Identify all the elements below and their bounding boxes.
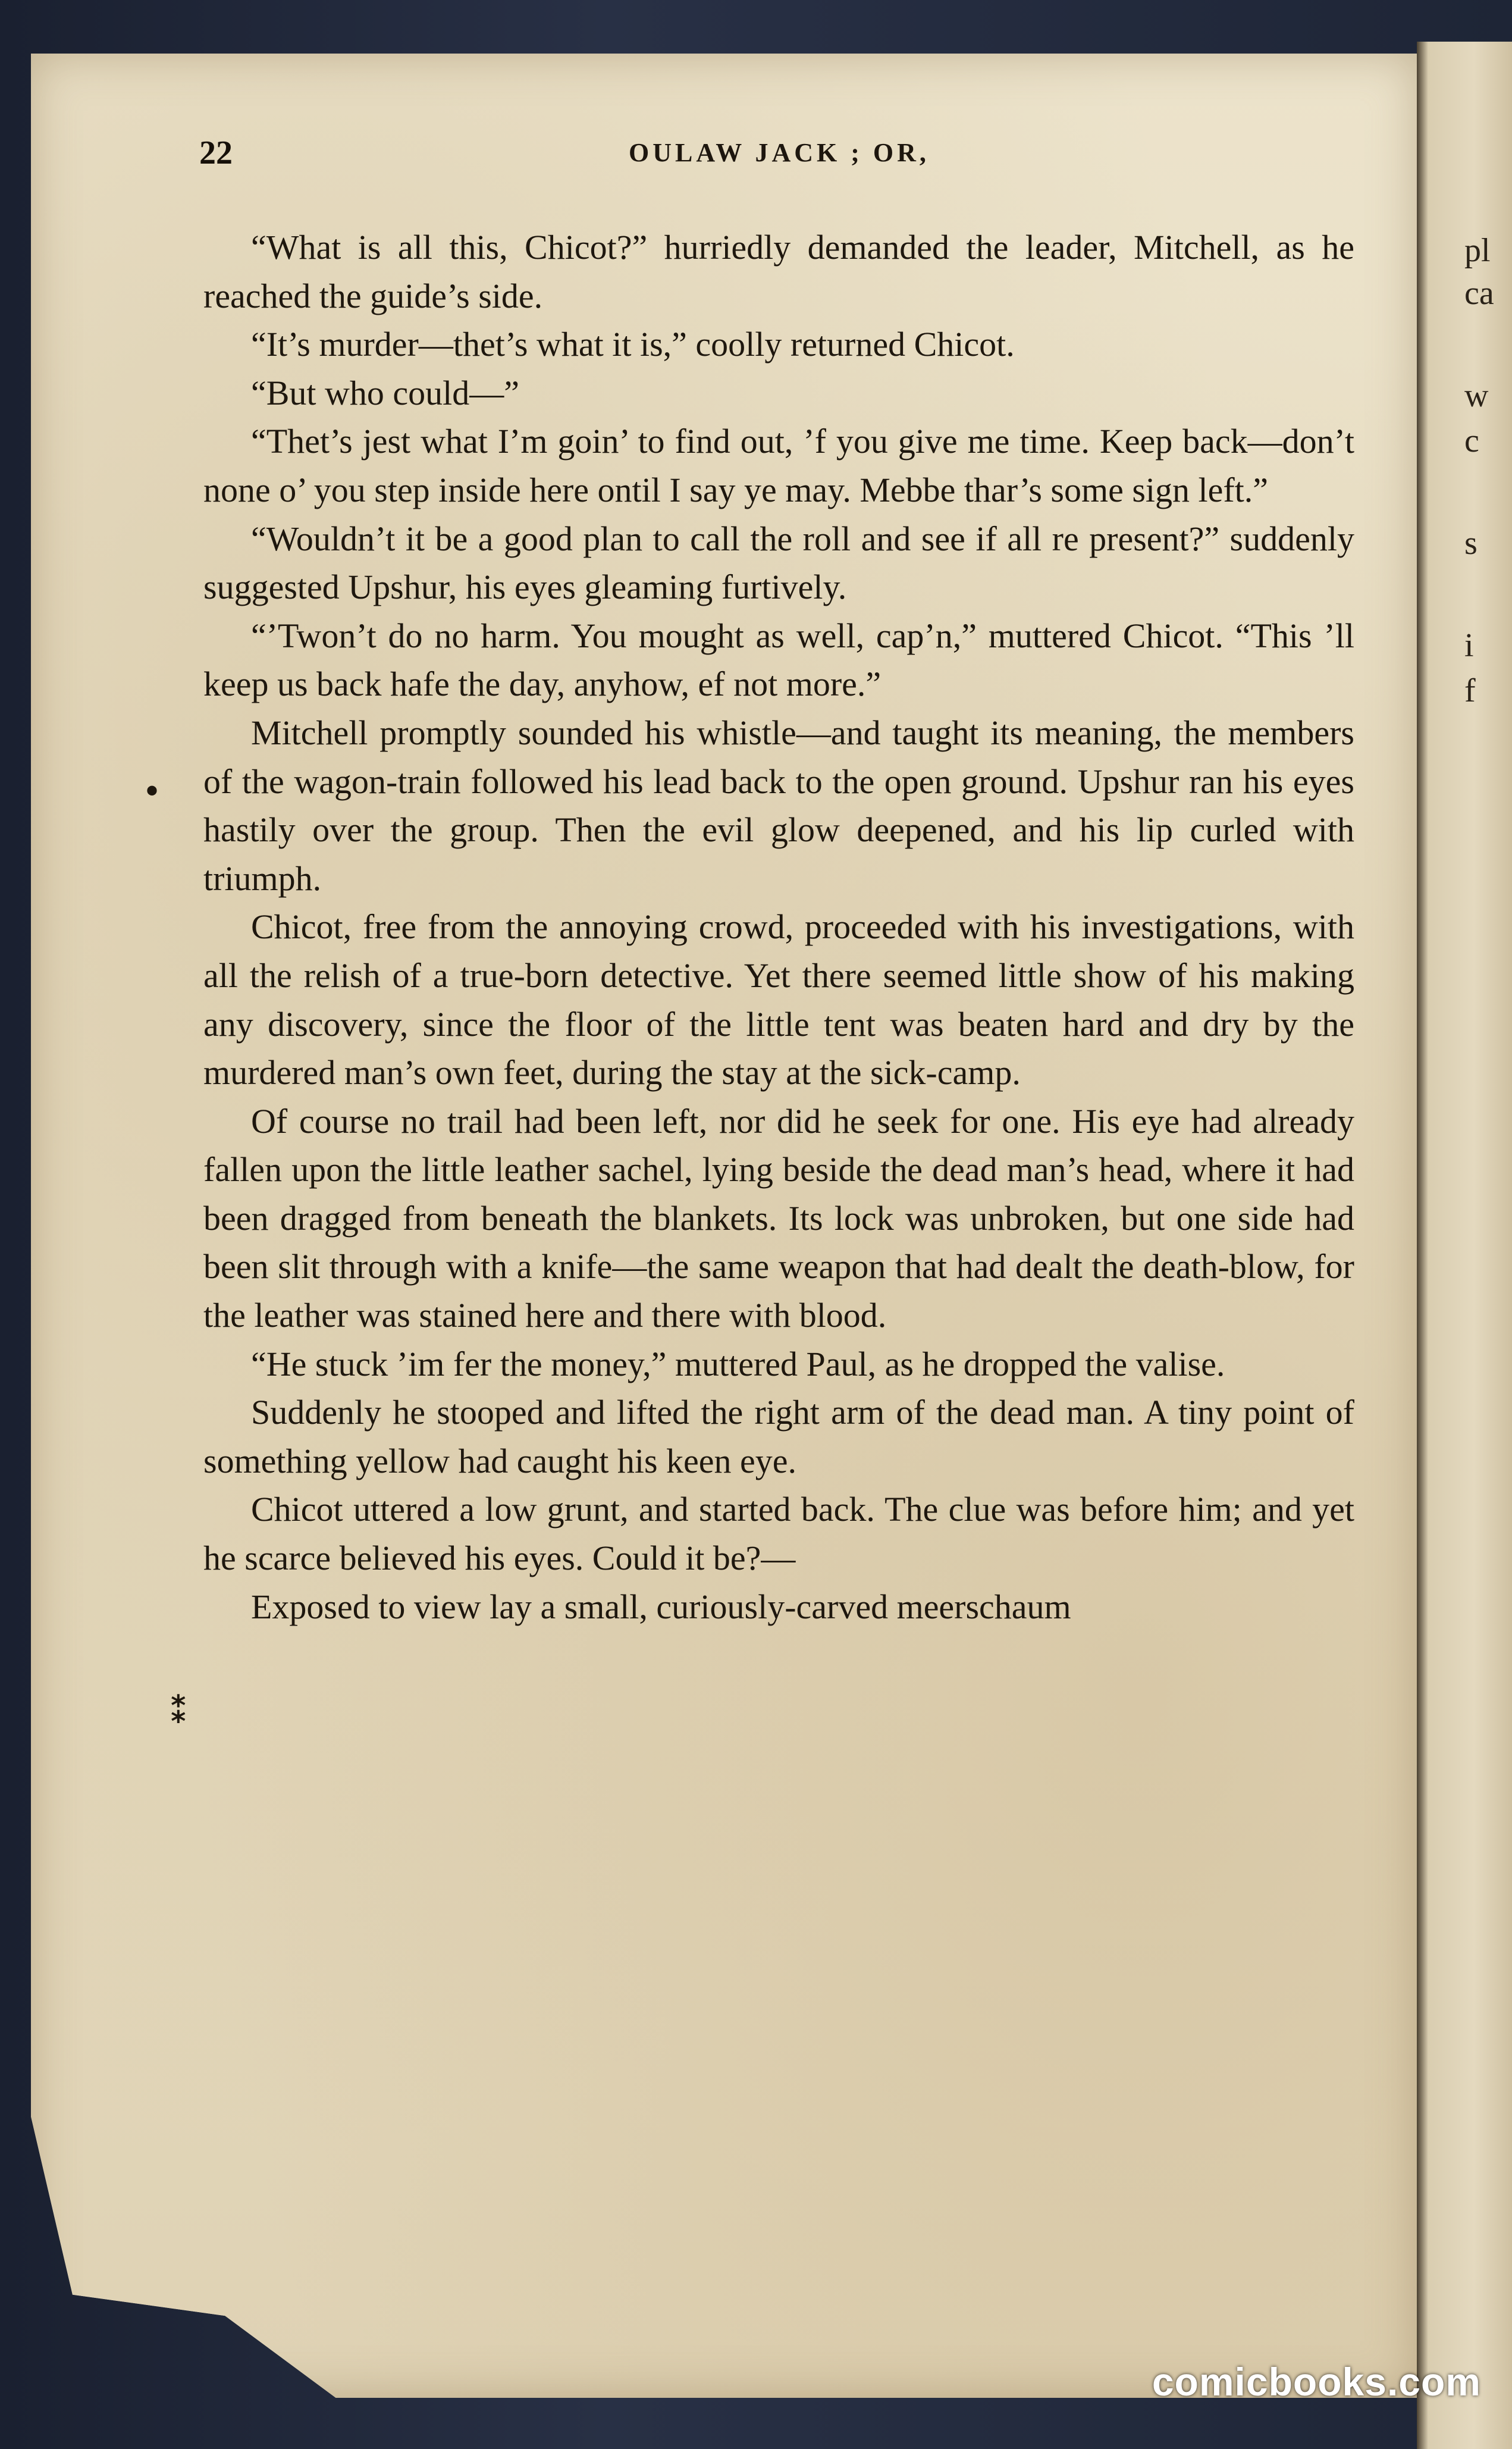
fragment: w: [1464, 377, 1489, 414]
fragment: ca: [1464, 275, 1494, 312]
adjacent-page-fragments: [1464, 226, 1512, 2011]
paragraph: “Wouldn’t it be a good plan to call the roll and see if all re present?” suddenly suggested Upshur, his eyes gleaming furtively.: [203, 519, 1354, 607]
paragraph: “What is all this, Chicot?” hurriedly demanded the leader, Mitchell, as he reached the guide’s side.: [203, 228, 1354, 315]
paragraph: Chicot uttered a low grunt, and started back. The clue was before him; and yet he scarce believed his eyes. Could it be?—: [203, 1490, 1354, 1578]
fragment: s: [1464, 525, 1478, 562]
paragraph: “He stuck ’im fer the money,” muttered Paul, as he dropped the valise.: [251, 1344, 1225, 1383]
page-number: 22: [199, 134, 233, 171]
fragment: i: [1464, 627, 1474, 664]
paragraph: “Thet’s jest what I’m goin’ to find out, ’f you give me time. Keep back—don’t none o’ you step inside here ontil I say ye may. Mebbe thar’s some sign left.”: [203, 422, 1354, 509]
margin-ink-mark: ⁑: [170, 1691, 189, 1730]
fragment: f: [1464, 672, 1476, 709]
fragment: c: [1464, 422, 1479, 459]
paragraph: Mitchell promptly sounded his whistle—and taught its meaning, the members of the wagon-train followed his lead back to the open ground. Upshur ran his eyes hastily over the group. Then the evil glow deepened, and his lip curled with triumph.: [203, 713, 1354, 898]
running-head: OULAW JACK ; OR,: [629, 138, 930, 167]
body-text: [203, 223, 1354, 1631]
paragraph: Suddenly he stooped and lifted the right arm of the dead man. A tiny point of something yellow had caught his keen eye.: [203, 1393, 1354, 1480]
paragraph: Of course no trail had been left, nor did he seek for one. His eye had already fallen upon the little leather sachel, lying beside the dead man’s head, where it had been dragged from beneath the blankets. Its lock was unbroken, but one side had been slit through with a knife—the same weapon that had dealt the death-blow, for the leather was stained here and there with blood.: [203, 1101, 1354, 1335]
fragment: pl: [1464, 232, 1491, 269]
paragraph: Exposed to view lay a small, curiously-carved meerschaum: [251, 1587, 1071, 1626]
watermark: comicbooks.com: [1152, 2360, 1481, 2404]
margin-dot-mark: •: [146, 771, 159, 810]
paragraph: “It’s murder—thet’s what it is,” coolly returned Chicot.: [251, 325, 1015, 364]
paragraph: “But who could—”: [251, 373, 520, 412]
page-header: [199, 134, 1359, 176]
paragraph: Chicot, free from the annoying crowd, proceeded with his investigations, with all the relish of a true-born detective. Yet there seemed little show of his making any discovery, since the floor of the little tent was beaten hard and dry by the murdered man’s own feet, during the stay at the sick-camp.: [203, 907, 1354, 1092]
paragraph: “’Twon’t do no harm. You mought as well, cap’n,” muttered Chicot. “This ’ll keep us back hafe the day, anyhow, ef not more.”: [203, 616, 1354, 704]
